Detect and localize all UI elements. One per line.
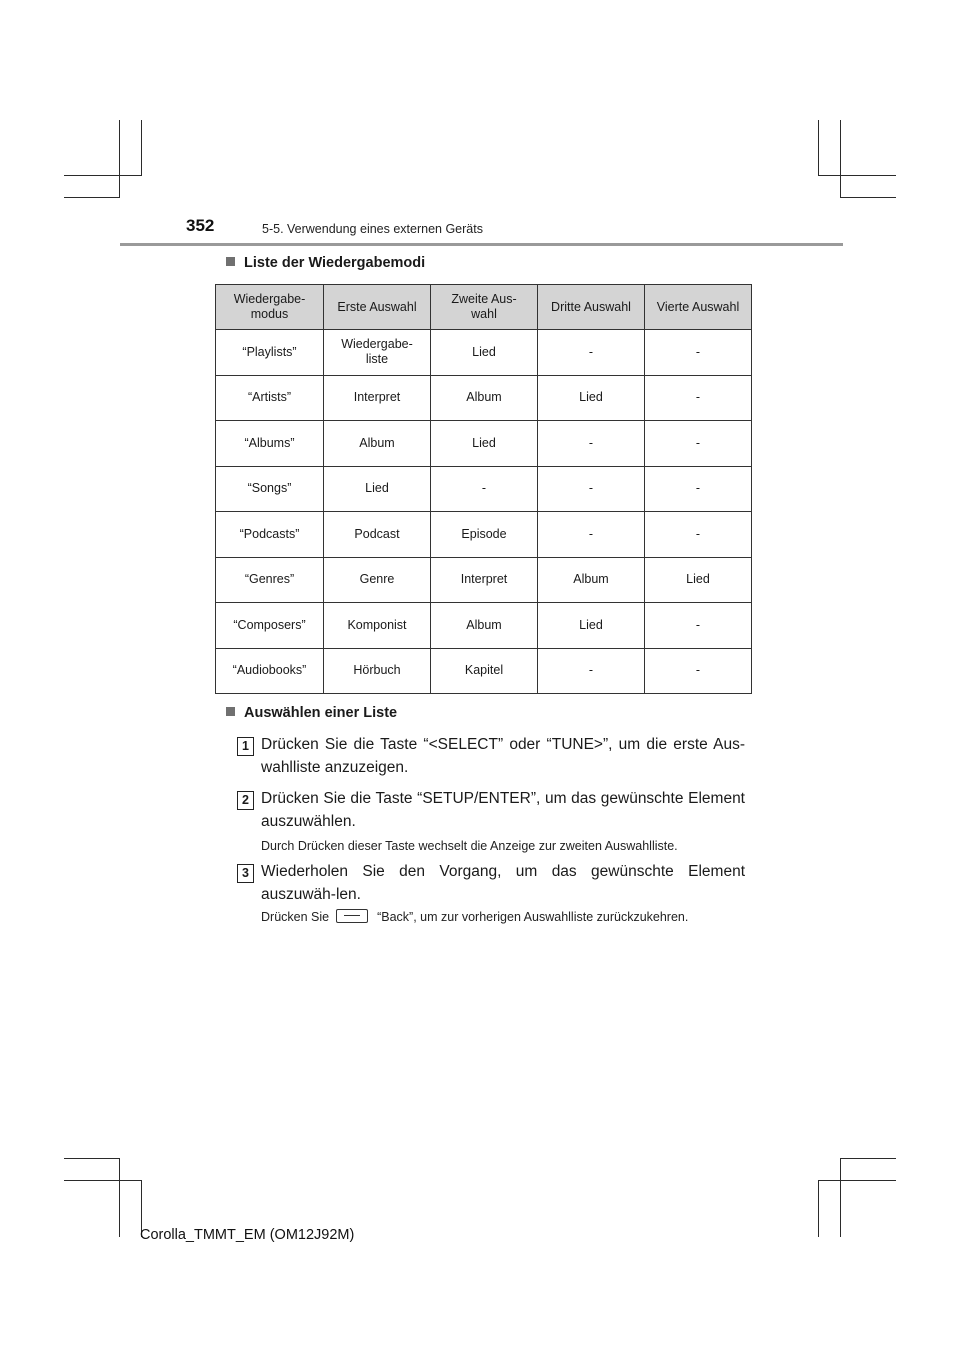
step-note [261, 910, 688, 925]
page-number: 352 [186, 216, 215, 235]
section-title: 5-5. Verwendung eines externen Geräts [262, 222, 483, 236]
table-cell: Lied [324, 466, 431, 512]
crop-mark [840, 120, 841, 198]
cell-line: Wiedergabe- [341, 337, 413, 352]
table-cell: Interpret [431, 557, 538, 603]
step-number: 1 [237, 737, 254, 756]
cell-line: liste [365, 352, 389, 367]
crop-mark [818, 120, 819, 176]
table-cell: Kapitel [431, 648, 538, 694]
table-cell: “Albums” [216, 421, 324, 467]
table-cell: Episode [431, 512, 538, 558]
table-cell: “Composers” [216, 603, 324, 649]
table-cell: Interpret [324, 375, 431, 421]
table-cell: Lied [431, 330, 538, 376]
table-cell: Lied [538, 375, 645, 421]
step-text: Drücken Sie die Taste “<SELECT” oder “TUNE>”, um die erste Aus-wahlliste anzuzeigen. [261, 736, 745, 776]
footer-text: Corolla_TMMT_EM (OM12J92M) [140, 1227, 355, 1243]
table-cell: - [645, 648, 752, 694]
crop-mark [64, 1158, 120, 1159]
crop-mark [64, 1180, 142, 1181]
select-list-heading [226, 705, 397, 721]
table-row [216, 466, 752, 512]
step-text: Drücken Sie die Taste “SETUP/ENTER”, um das gewünschte Element auszuwählen. [261, 790, 745, 830]
step-text: Wiederholen Sie den Vorgang, um das gewünschte Element auszuwäh-len. [261, 863, 745, 903]
table-row [216, 330, 752, 376]
crop-mark [818, 1180, 819, 1237]
crop-mark [119, 1158, 120, 1237]
note-text: “Back”, um zur vorherigen Auswahlliste zurückzukehren. [377, 910, 689, 924]
crop-mark [64, 175, 142, 176]
table-cell: Hörbuch [324, 648, 431, 694]
header-line: wahl [471, 307, 497, 321]
column-header: Dritte Auswahl [538, 285, 645, 330]
table-cell: “Podcasts” [216, 512, 324, 558]
playback-modes-table [215, 284, 752, 694]
table-cell: Album [324, 421, 431, 467]
table-cell: - [538, 421, 645, 467]
table-cell: Album [431, 603, 538, 649]
header-line: Wiedergabe- [233, 292, 306, 306]
column-header [216, 285, 324, 330]
table-row [216, 603, 752, 649]
table-row [216, 557, 752, 603]
table-row [216, 375, 752, 421]
crop-mark [840, 197, 896, 198]
header-line: modus [250, 307, 289, 321]
step-number: 3 [237, 864, 254, 883]
crop-mark [141, 120, 142, 176]
table-cell: - [645, 375, 752, 421]
column-header: Vierte Auswahl [645, 285, 752, 330]
playback-modes-heading [226, 255, 425, 271]
table-cell: - [431, 466, 538, 512]
table-cell: Lied [538, 603, 645, 649]
square-bullet-icon [226, 707, 235, 716]
back-button-icon [336, 909, 368, 923]
column-header: Erste Auswahl [324, 285, 431, 330]
table-cell: - [645, 466, 752, 512]
table-cell: - [645, 330, 752, 376]
table-cell: - [538, 512, 645, 558]
table-cell: Podcast [324, 512, 431, 558]
table-row [216, 421, 752, 467]
table-cell: Lied [431, 421, 538, 467]
table-cell: Album [431, 375, 538, 421]
table-cell: Album [538, 557, 645, 603]
table-header-row [216, 285, 752, 330]
table-cell: “Songs” [216, 466, 324, 512]
crop-mark [119, 120, 120, 198]
table-cell: “Genres” [216, 557, 324, 603]
crop-mark [840, 1158, 896, 1159]
table-cell: Lied [645, 557, 752, 603]
table-cell: - [645, 603, 752, 649]
table-cell [324, 330, 431, 376]
table-cell: - [645, 421, 752, 467]
heading-text: Liste der Wiedergabemodi [244, 255, 426, 271]
table-cell: “Playlists” [216, 330, 324, 376]
table-row [216, 648, 752, 694]
header-divider [120, 243, 843, 246]
header-line: Zweite Aus- [451, 292, 517, 306]
table-cell: “Artists” [216, 375, 324, 421]
heading-text: Auswählen einer Liste [244, 705, 398, 721]
square-bullet-icon [226, 257, 235, 266]
table-cell: - [645, 512, 752, 558]
table-cell: - [538, 330, 645, 376]
crop-mark [818, 175, 896, 176]
table-cell: Genre [324, 557, 431, 603]
step-note: Durch Drücken dieser Taste wechselt die Anzeige zur zweiten Auswahlliste. [261, 839, 678, 853]
table-cell: Komponist [324, 603, 431, 649]
table-cell: “Audiobooks” [216, 648, 324, 694]
crop-mark [64, 197, 120, 198]
table-cell: - [538, 466, 645, 512]
column-header [431, 285, 538, 330]
table-row [216, 512, 752, 558]
step-number: 2 [237, 791, 254, 810]
table-cell: - [538, 648, 645, 694]
crop-mark [840, 1158, 841, 1237]
crop-mark [818, 1180, 896, 1181]
note-text: Drücken Sie [261, 910, 330, 924]
